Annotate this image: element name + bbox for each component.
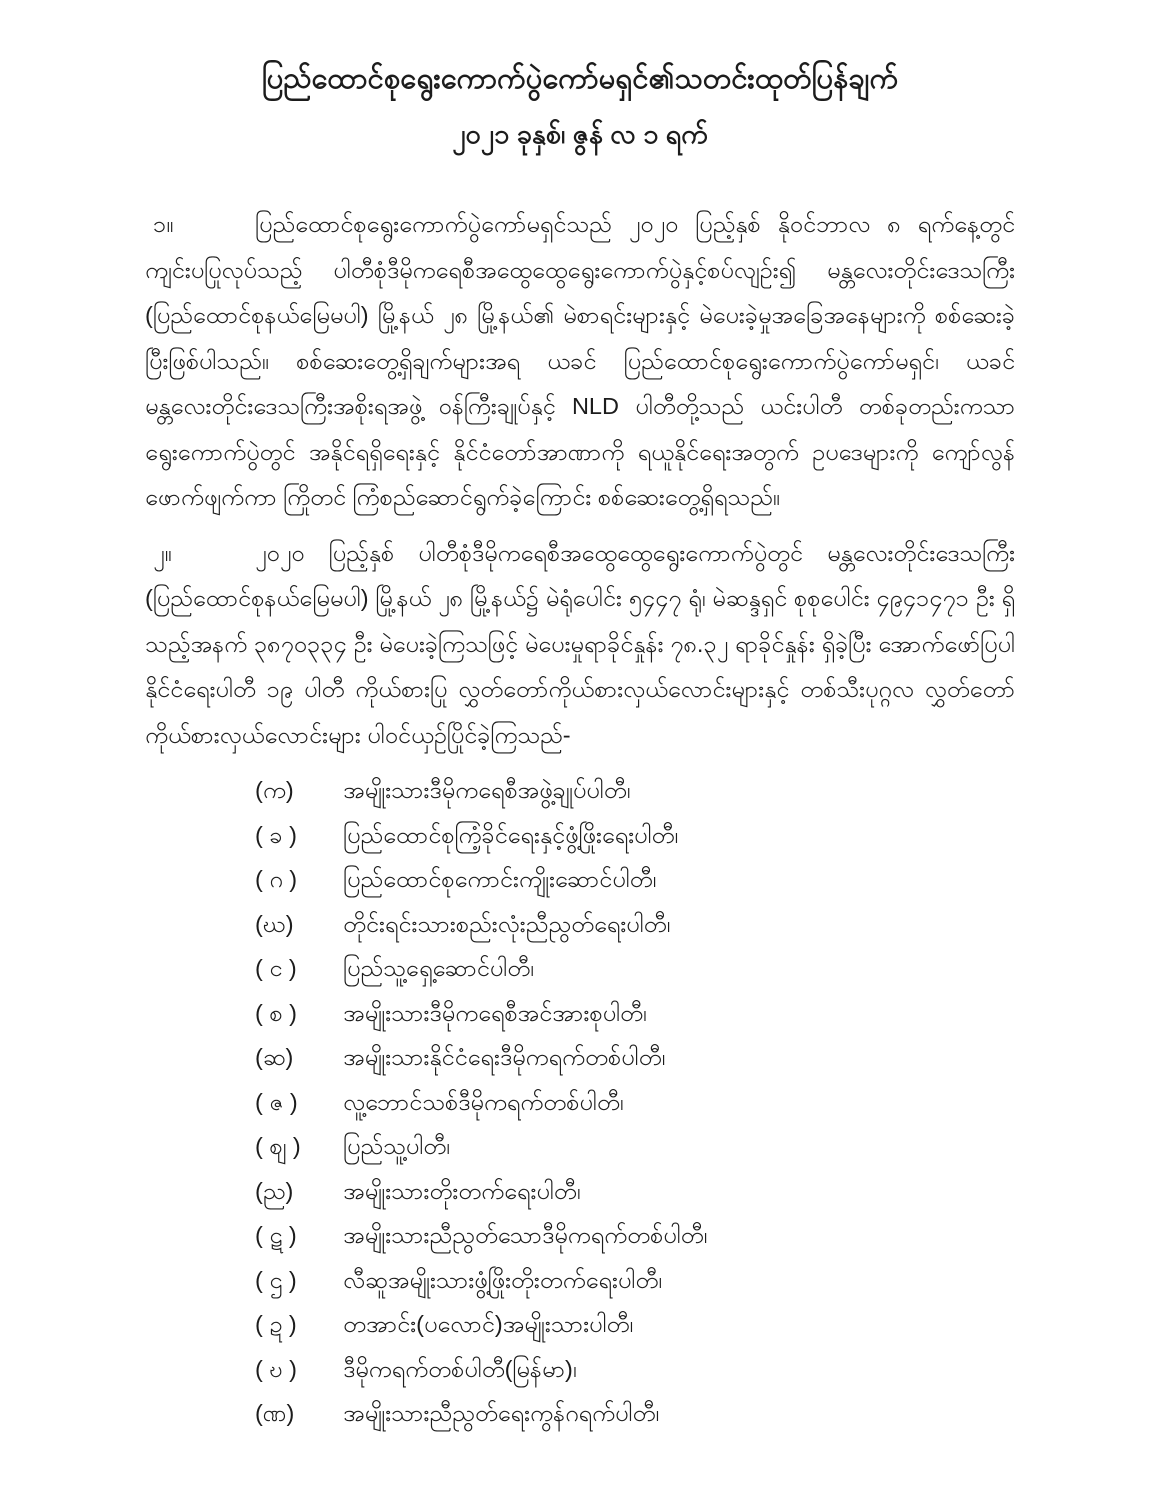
list-item-label: ( စျ ) [255, 1133, 301, 1159]
document-date: ၂၀၂၁ ခုနှစ်၊ ဇွန် လ ၁ ရက် [452, 119, 708, 149]
list-item [255, 991, 1015, 1036]
list-item-text: အမျိုးသားညီညွတ်ရေးကွန်ဂရက်ပါတီ၊ [343, 1400, 660, 1426]
list-item-label: ( စ ) [255, 999, 297, 1026]
list-item-label: ( ဂ ) [255, 866, 298, 892]
list-item-text: ဒီမိုကရက်တစ်ပါတီ(မြန်မာ)၊ [343, 1355, 577, 1382]
party-list [255, 768, 1015, 1436]
list-item-text: လီဆူအမျိုးသားဖွံ့ဖြိုးတိုးတက်ရေးပါတီ၊ [343, 1266, 662, 1293]
list-item-text: အမျိုးသားညီညွတ်သောဒီမိုကရက်တစ်ပါတီ၊ [343, 1222, 708, 1248]
list-item [255, 1169, 1015, 1214]
document-title: ပြည်ထောင်စုရွေးကောက်ပွဲကော်မရှင်၏သတင်းထုတ်ပြန်ချက် [261, 63, 899, 95]
paragraph-1-number: ၁။ [153, 211, 174, 237]
list-item-text: တအာင်း(ပလောင်)အမျိုးသားပါတီ၊ [343, 1311, 634, 1337]
list-item-label: ( ဌ ) [255, 1266, 297, 1293]
list-item-label: (ဆ) [255, 1044, 294, 1070]
list-item [255, 1035, 1015, 1080]
list-item-text: အမျိုးသားနိုင်ငံရေးဒီမိုကရက်တစ်ပါတီ၊ [343, 1044, 666, 1070]
list-item-label: (က) [255, 777, 294, 803]
list-item [255, 902, 1015, 947]
list-item-label: ( ဇ ) [255, 1088, 298, 1115]
list-item-text: လူ့ဘောင်သစ်ဒီမိုကရက်တစ်ပါတီ၊ [343, 1088, 624, 1115]
list-item-label: (ည) [255, 1177, 294, 1204]
list-item [255, 813, 1015, 858]
paragraph-2 [145, 531, 1015, 759]
document-header [145, 50, 1015, 160]
list-item [255, 857, 1015, 902]
list-item-label: (ဃ) [255, 910, 294, 937]
list-item-label: ( ဍ ) [255, 1311, 297, 1337]
list-item-text: ပြည်သူ့ပါတီ၊ [343, 1133, 450, 1159]
paragraph-2-text: ၂၀၂၀ ပြည့်နှစ် ပါတီစုံဒီမိုကရေစီအထွေထွေရွေးကောက်ပွဲတွင် မန္တလေးတိုင်းဒေသကြီး (ပြည်ထောင်စုနယ်မြေမပါ) မြို့နယ် ၂၈ မြို့နယ်၌ မဲရုံပေါင်း ၅၄၄၇ ရုံ၊ မဲဆန္ဒရှင် စုစုပေါင်း ၄၉၄၁၄၇၁ ဦး ရှိသည့်အနက် ၃၈၇၀၃၃၄ ဦး မဲပေးခဲ့ကြသဖြင့် မဲပေးမှုရာခိုင်နှုန်း ၇၈.၃၂ ရာခိုင်နှုန်း ရှိခဲ့ပြီး အောက်ဖော်ပြပါ နိုင်ငံရေးပါတီ ၁၉ ပါတီ ကိုယ်စားပြု လွှတ်တော်ကိုယ်စားလှယ်လောင်းများနှင့် တစ်သီးပုဂ္ဂလ လွှတ်တော်ကိုယ်စားလှယ်လောင်းများ ပါဝင်ယှဉ်ပြိုင်ခဲ့ကြသည်- [145, 539, 1015, 748]
list-item [255, 1391, 1015, 1436]
list-item [255, 1258, 1015, 1303]
list-item-text: ပြည်သူ့ရှေ့ဆောင်ပါတီ၊ [343, 955, 534, 981]
list-item-text: အမျိုးသားဒီမိုကရေစီအဖွဲ့ချုပ်ပါတီ၊ [343, 777, 631, 803]
list-item [255, 1080, 1015, 1125]
list-item-label: ( ခ ) [255, 821, 297, 848]
list-item [255, 946, 1015, 991]
list-item-text: အမျိုးသားတိုးတက်ရေးပါတီ၊ [343, 1177, 581, 1204]
paragraph-1-text: ပြည်ထောင်စုရွေးကောက်ပွဲကော်မရှင်သည် ၂၀၂၀ ပြည့်နှစ် နိုဝင်ဘာလ ၈ ရက်နေ့တွင် ကျင်းပပြုလုပ်သည့် ပါတီစုံဒီမိုကရေစီအထွေထွေရွေးကောက်ပွဲနှင့်စပ်လျဉ်း၍ မန္တလေးတိုင်းဒေသကြီး (ပြည်ထောင်စုနယ်မြေမပါ) မြို့နယ် ၂၈ မြို့နယ်၏ မဲစာရင်းများနှင့် မဲပေးခဲ့မှုအခြေအနေများကို စစ်ဆေးခဲ့ပြီးဖြစ်ပါသည်။ စစ်ဆေးတွေ့ရှိချက်များအရ ယခင် ပြည်ထောင်စုရွေးကောက်ပွဲကော်မရှင်၊ ယခင် မန္တလေးတိုင်းဒေသကြီးအစိုးရအဖွဲ့ ဝန်ကြီးချုပ်နှင့် NLD ပါတီတို့သည် ယင်းပါတီ တစ်ခုတည်းကသာ ရွေးကောက်ပွဲတွင် အနိုင်ရရှိရေးနှင့် နိုင်ငံတော်အာဏာကို ရယူနိုင်ရေးအတွက် ဥပဒေများကို ကျော်လွန်ဖောက်ဖျက်ကာ ကြိုတင် ကြံစည်ဆောင်ရွက်ခဲ့ကြောင်း စစ်ဆေးတွေ့ရှိရသည်။ [145, 211, 1015, 510]
list-item-text: တိုင်းရင်းသားစည်းလုံးညီညွတ်ရေးပါတီ၊ [343, 910, 671, 937]
list-item-text: ပြည်ထောင်စုကြံ့ခိုင်ရေးနှင့်ဖွံ့ဖြိုးရေးပါတီ၊ [343, 821, 679, 848]
list-item [255, 768, 1015, 813]
list-item-label: ( ဎ ) [255, 1355, 297, 1382]
paragraph-1 [145, 202, 1015, 521]
list-item [255, 1302, 1015, 1347]
list-item-label: ( ဋ ) [255, 1222, 297, 1248]
list-item-label: ( င ) [255, 955, 297, 981]
list-item [255, 1347, 1015, 1392]
list-item [255, 1213, 1015, 1258]
paragraph-2-number: ၂။ [153, 539, 172, 566]
list-item-text: ပြည်ထောင်စုကောင်းကျိုးဆောင်ပါတီ၊ [343, 866, 657, 892]
list-item [255, 1124, 1015, 1169]
list-item-label: (ဏ) [255, 1400, 295, 1426]
list-item-text: အမျိုးသားဒီမိုကရေစီအင်အားစုပါတီ၊ [343, 999, 647, 1026]
